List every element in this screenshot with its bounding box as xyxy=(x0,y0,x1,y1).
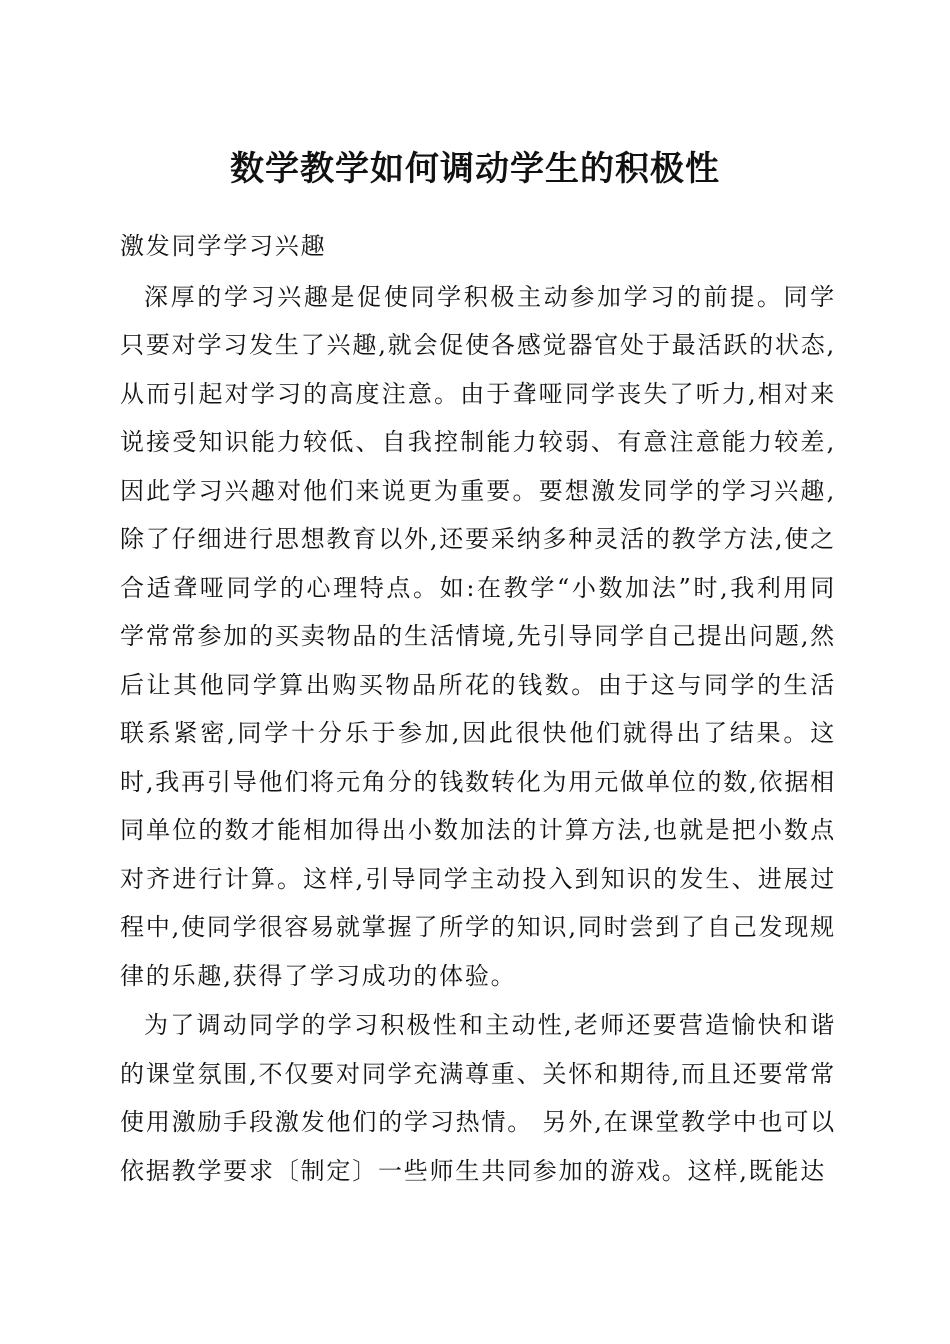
document-title: 数学教学如何调动学生的积极性 xyxy=(230,149,720,189)
section-heading: 激发同学学习兴趣 xyxy=(120,232,327,260)
body-paragraph-1: 深厚的学习兴趣是促使同学积极主动参加学习的前提。同学只要对学习发生了兴趣,就会促使各感觉器官处于最活跃的状态,从而引起对学习的高度注意。由于聋哑同学丧失了听力,相对来说接受知识能力较低、自我控制能力较弱、有意注意能力较差,因此学习兴趣对他们来说更为重要。要想激发同学的学习兴趣,除了仔细进行思想教育以外,还要采纳多种灵活的教学方法,使之合适聋哑同学的心理特点。如:在教学“小数加法”时,我利用同学常常参加的买卖物品的生活情境,先引导同学自己提出问题,然后让其他同学算出购买物品所花的钱数。由于这与同学的生活联系紧密,同学十分乐于参加,因此很快他们就得出了结果。这时,我再引导他们将元角分的钱数转化为用元做单位的数,依据相同单位的数才能相加得出小数加法的计算方法,也就是把小数点对齐进行计算。这样,引导同学主动投入到知识的发生、进展过程中,使同学很容易就掌握了所学的知识,同时尝到了自己发现规律的乐趣,获得了学习成功的体验。 xyxy=(120,282,836,990)
body-paragraph-2: 为了调动同学的学习积极性和主动性,老师还要营造愉快和谐的课堂氛围,不仅要对同学充满尊重、关怀和期待,而且还要常常使用激励手段激发他们的学习热情。 另外,在课堂教学中也可以依据教学要求〔制定〕一些师生共同参加的游戏。这样,既能达 xyxy=(120,1011,836,1185)
document-body xyxy=(120,222,836,1195)
